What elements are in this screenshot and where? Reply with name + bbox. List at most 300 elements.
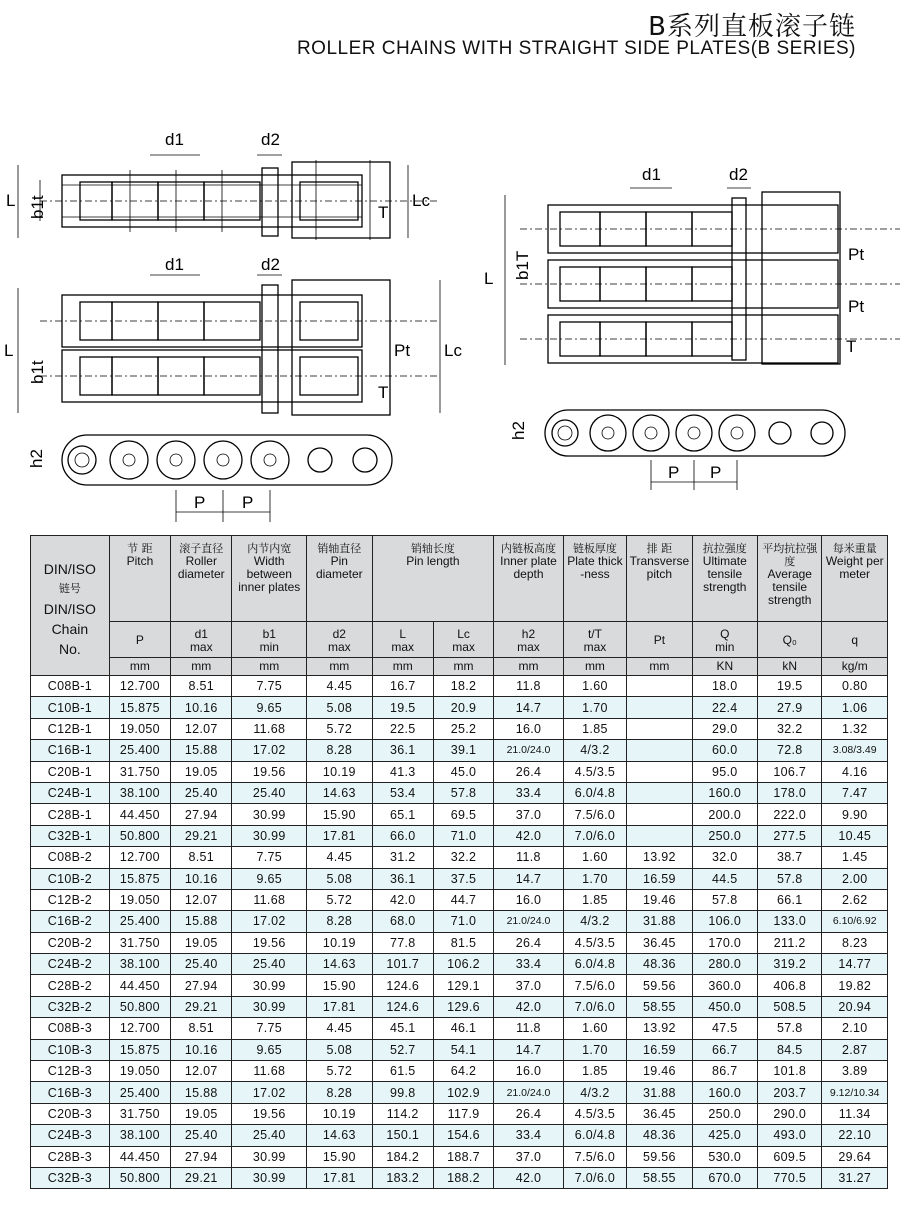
table-cell: 106.7 (758, 761, 822, 782)
chain-no-cell: C10B-2 (31, 868, 110, 889)
label-P-right-2: P (710, 463, 722, 482)
unit-4: mm (372, 658, 433, 676)
table-cell: 2.00 (822, 868, 888, 889)
chain-header-no: No. (58, 640, 81, 657)
table-cell: 7.5/6.0 (563, 975, 626, 996)
table-cell: 188.7 (433, 1146, 493, 1167)
table-cell: 2.87 (822, 1039, 888, 1060)
table-cell: 14.7 (494, 697, 564, 718)
table-cell: 31.750 (109, 1103, 170, 1124)
table-cell: 29.64 (822, 1146, 888, 1167)
table-cell: 68.0 (372, 911, 433, 932)
col-header-pin-length: 销轴长度 Pin length (372, 536, 494, 622)
table-cell: 50.800 (109, 1167, 170, 1188)
table-cell: 19.05 (171, 932, 232, 953)
chain-drawings (0, 120, 900, 525)
col-header-roller: 滚子直径 Roller diameter (171, 536, 232, 622)
table-cell: 47.5 (692, 1018, 757, 1039)
table-row (31, 1039, 888, 1060)
plate-view-right (545, 410, 845, 456)
chain-no-cell: C16B-3 (31, 1082, 110, 1103)
table-cell: 8.28 (307, 740, 372, 761)
table-cell: 178.0 (758, 782, 822, 803)
table-cell: 17.02 (232, 740, 307, 761)
table-cell: 36.45 (627, 932, 692, 953)
table-cell: 360.0 (692, 975, 757, 996)
table-cell: 64.2 (433, 1061, 493, 1082)
table-cell: 1.45 (822, 847, 888, 868)
sym-3: d2 max (307, 622, 372, 658)
table-cell: 19.82 (822, 975, 888, 996)
table-cell: 11.68 (232, 1061, 307, 1082)
table-cell: 52.7 (372, 1039, 433, 1060)
table-cell: 25.400 (109, 1082, 170, 1103)
table-cell: 26.4 (494, 761, 564, 782)
table-cell: 9.65 (232, 1039, 307, 1060)
label-P-left-1: P (194, 493, 206, 512)
table-cell: 101.7 (372, 954, 433, 975)
table-cell: 53.4 (372, 782, 433, 803)
table-cell: 6.0/4.8 (563, 1125, 626, 1146)
table-row (31, 740, 888, 761)
table-cell: 33.4 (494, 954, 564, 975)
label-d2-simplex: d2 (261, 130, 280, 149)
table-cell: 6.0/4.8 (563, 782, 626, 803)
table-cell: 37.5 (433, 868, 493, 889)
table-cell: 530.0 (692, 1146, 757, 1167)
table-cell: 129.6 (433, 996, 493, 1017)
table-cell: 37.0 (494, 1146, 564, 1167)
table-body (31, 676, 888, 1189)
table-row (31, 676, 888, 697)
table-cell: 33.4 (494, 782, 564, 803)
label-P-left-2: P (242, 493, 254, 512)
table-cell: 57.8 (692, 889, 757, 910)
table-cell: 770.5 (758, 1167, 822, 1188)
table-cell: 117.9 (433, 1103, 493, 1124)
table-cell: 57.8 (758, 868, 822, 889)
table-cell: 13.92 (627, 847, 692, 868)
sym-8: Pt (627, 622, 692, 658)
sym-11: q (822, 622, 888, 658)
table-cell: 65.1 (372, 804, 433, 825)
table-cell: 15.88 (171, 1082, 232, 1103)
table-cell: 133.0 (758, 911, 822, 932)
table-cell: 4/3.2 (563, 911, 626, 932)
table-cell: 19.050 (109, 1061, 170, 1082)
table-cell: 25.40 (171, 1125, 232, 1146)
table-cell: 95.0 (692, 761, 757, 782)
table-cell: 5.08 (307, 697, 372, 718)
table-cell (627, 676, 692, 697)
table-cell: 9.65 (232, 697, 307, 718)
table-cell: 170.0 (692, 932, 757, 953)
unit-2: mm (232, 658, 307, 676)
plate-view-left (62, 435, 392, 485)
chain-no-cell: C32B-2 (31, 996, 110, 1017)
chain-no-cell: C24B-2 (31, 954, 110, 975)
table-cell: 6.0/4.8 (563, 954, 626, 975)
table-cell: 17.81 (307, 825, 372, 846)
table-cell: 44.7 (433, 889, 493, 910)
table-cell: 7.75 (232, 676, 307, 697)
chain-no-cell: C12B-3 (31, 1061, 110, 1082)
table-cell: 211.2 (758, 932, 822, 953)
unit-6: mm (494, 658, 564, 676)
table-cell: 18.2 (433, 676, 493, 697)
table-cell: 129.1 (433, 975, 493, 996)
table-cell: 11.68 (232, 889, 307, 910)
table-cell: 10.16 (171, 868, 232, 889)
table-cell: 38.7 (758, 847, 822, 868)
sym-6: h2 max (494, 622, 564, 658)
table-row (31, 954, 888, 975)
table-cell: 5.72 (307, 1061, 372, 1082)
chain-no-cell: C32B-1 (31, 825, 110, 846)
table-cell: 84.5 (758, 1039, 822, 1060)
table-cell: 19.050 (109, 889, 170, 910)
table-cell: 9.65 (232, 868, 307, 889)
table-cell: 1.70 (563, 1039, 626, 1060)
table-cell: 19.05 (171, 761, 232, 782)
table-row (31, 911, 888, 932)
sym-4: L max (372, 622, 433, 658)
table-cell: 106.2 (433, 954, 493, 975)
table-cell: 12.07 (171, 889, 232, 910)
label-Pt-triplex-1: Pt (848, 245, 865, 264)
chain-no-cell: C28B-1 (31, 804, 110, 825)
table-cell: 33.4 (494, 1125, 564, 1146)
page-title-en: ROLLER CHAINS WITH STRAIGHT SIDE PLATES(B SERIES) (296, 38, 856, 59)
table-cell: 184.2 (372, 1146, 433, 1167)
spec-table-wrapper (30, 535, 888, 1189)
table-row (31, 1167, 888, 1188)
table-cell: 7.0/6.0 (563, 996, 626, 1017)
table-cell: 319.2 (758, 954, 822, 975)
table-cell: 14.7 (494, 1039, 564, 1060)
unit-0: mm (109, 658, 170, 676)
table-cell: 39.1 (433, 740, 493, 761)
table-cell: 41.3 (372, 761, 433, 782)
table-cell: 59.56 (627, 975, 692, 996)
label-T-duplex: T (378, 383, 389, 402)
unit-7: mm (563, 658, 626, 676)
table-cell: 1.60 (563, 676, 626, 697)
table-cell (627, 740, 692, 761)
triplex-chain-drawing (520, 192, 900, 364)
table-cell: 1.32 (822, 718, 888, 739)
chain-no-cell: C08B-3 (31, 1018, 110, 1039)
table-row (31, 975, 888, 996)
table-cell: 1.60 (563, 847, 626, 868)
table-cell: 1.70 (563, 868, 626, 889)
label-Lc-duplex: Lc (444, 341, 462, 360)
table-cell: 425.0 (692, 1125, 757, 1146)
table-cell: 2.10 (822, 1018, 888, 1039)
table-row (31, 1146, 888, 1167)
table-cell: 10.19 (307, 761, 372, 782)
table-unit-row (31, 658, 888, 676)
table-cell: 1.85 (563, 1061, 626, 1082)
table-cell: 17.02 (232, 911, 307, 932)
label-h2-left: h2 (27, 449, 46, 468)
unit-5: mm (433, 658, 493, 676)
table-cell: 19.56 (232, 932, 307, 953)
table-cell: 27.94 (171, 1146, 232, 1167)
sym-9: Q min (692, 622, 757, 658)
table-cell: 290.0 (758, 1103, 822, 1124)
table-cell (627, 718, 692, 739)
table-cell: 36.45 (627, 1103, 692, 1124)
table-cell: 8.28 (307, 1082, 372, 1103)
table-cell (627, 804, 692, 825)
table-cell: 12.700 (109, 676, 170, 697)
table-cell: 4.5/3.5 (563, 761, 626, 782)
table-cell: 203.7 (758, 1082, 822, 1103)
label-d1-duplex: d1 (165, 255, 184, 274)
table-cell: 71.0 (433, 825, 493, 846)
sym-10: Q₀ (758, 622, 822, 658)
table-row (31, 1103, 888, 1124)
table-cell: 48.36 (627, 954, 692, 975)
table-cell: 12.700 (109, 1018, 170, 1039)
label-d2-duplex: d2 (261, 255, 280, 274)
chain-no-cell: C28B-3 (31, 1146, 110, 1167)
sym-1: d1 max (171, 622, 232, 658)
table-cell: 7.5/6.0 (563, 1146, 626, 1167)
spec-table (30, 535, 888, 1189)
table-cell: 86.7 (692, 1061, 757, 1082)
table-cell: 4.45 (307, 1018, 372, 1039)
unit-10: kN (758, 658, 822, 676)
table-cell: 59.56 (627, 1146, 692, 1167)
chain-no-cell: C24B-3 (31, 1125, 110, 1146)
table-cell: 58.55 (627, 1167, 692, 1188)
unit-3: mm (307, 658, 372, 676)
table-cell: 5.08 (307, 1039, 372, 1060)
table-cell: 81.5 (433, 932, 493, 953)
table-cell: 9.12/10.34 (822, 1082, 888, 1103)
table-cell: 450.0 (692, 996, 757, 1017)
table-cell: 16.59 (627, 1039, 692, 1060)
table-cell: 10.45 (822, 825, 888, 846)
table-cell: 69.5 (433, 804, 493, 825)
chain-no-cell: C12B-2 (31, 889, 110, 910)
table-cell: 5.08 (307, 868, 372, 889)
table-cell: 10.16 (171, 1039, 232, 1060)
table-cell: 25.40 (171, 782, 232, 803)
table-cell: 10.19 (307, 932, 372, 953)
label-Pt-duplex: Pt (394, 341, 411, 360)
label-b1t-simplex: b1t (28, 195, 47, 219)
table-cell: 36.1 (372, 868, 433, 889)
table-cell: 20.94 (822, 996, 888, 1017)
simplex-chain-drawing (40, 160, 440, 240)
table-cell: 1.85 (563, 718, 626, 739)
chain-header-din: DIN/ISO (43, 560, 96, 577)
table-cell: 7.0/6.0 (563, 1167, 626, 1188)
table-cell: 19.5 (372, 697, 433, 718)
table-cell: 3.89 (822, 1061, 888, 1082)
table-cell: 1.06 (822, 697, 888, 718)
table-cell: 280.0 (692, 954, 757, 975)
chain-no-cell: C16B-1 (31, 740, 110, 761)
table-cell: 508.5 (758, 996, 822, 1017)
table-cell: 16.59 (627, 868, 692, 889)
table-cell: 19.56 (232, 761, 307, 782)
table-row (31, 782, 888, 803)
sym-2: b1 min (232, 622, 307, 658)
table-cell: 13.92 (627, 1018, 692, 1039)
label-b1t-duplex: b1t (28, 360, 47, 384)
table-symbol-row (31, 622, 888, 658)
table-cell: 30.99 (232, 1167, 307, 1188)
table-cell: 101.8 (758, 1061, 822, 1082)
table-cell: 114.2 (372, 1103, 433, 1124)
chain-no-cell: C20B-2 (31, 932, 110, 953)
table-cell: 60.0 (692, 740, 757, 761)
table-cell: 1.70 (563, 697, 626, 718)
table-cell: 17.81 (307, 1167, 372, 1188)
table-cell: 38.100 (109, 782, 170, 803)
col-header-plate-depth: 内链板高度 Inner plate depth (494, 536, 564, 622)
table-cell: 30.99 (232, 825, 307, 846)
table-cell: 3.08/3.49 (822, 740, 888, 761)
table-cell: 102.9 (433, 1082, 493, 1103)
table-cell: 54.1 (433, 1039, 493, 1060)
table-cell: 2.62 (822, 889, 888, 910)
table-cell: 19.46 (627, 1061, 692, 1082)
table-cell: 66.0 (372, 825, 433, 846)
chain-header-chain: Chain (51, 620, 89, 637)
label-L-duplex: L (4, 341, 14, 360)
table-cell: 30.99 (232, 996, 307, 1017)
table-cell: 1.60 (563, 1018, 626, 1039)
table-row (31, 1082, 888, 1103)
chain-no-cell: C32B-3 (31, 1167, 110, 1188)
table-cell: 4/3.2 (563, 740, 626, 761)
table-cell: 31.88 (627, 1082, 692, 1103)
table-cell: 25.400 (109, 740, 170, 761)
sym-5: Lc max (433, 622, 493, 658)
page-title-cn: B系列直板滚子链 (648, 12, 856, 42)
table-cell: 670.0 (692, 1167, 757, 1188)
unit-1: mm (171, 658, 232, 676)
table-cell: 36.1 (372, 740, 433, 761)
label-T-triplex: T (846, 337, 857, 356)
table-cell: 25.400 (109, 911, 170, 932)
table-cell: 38.100 (109, 954, 170, 975)
table-cell: 77.8 (372, 932, 433, 953)
label-Lc-simplex: Lc (412, 191, 430, 210)
table-row (31, 1018, 888, 1039)
table-cell: 27.94 (171, 804, 232, 825)
table-cell: 4.45 (307, 847, 372, 868)
chain-no-cell: C28B-2 (31, 975, 110, 996)
table-cell: 42.0 (494, 1167, 564, 1188)
table-cell: 124.6 (372, 975, 433, 996)
table-cell: 14.63 (307, 1125, 372, 1146)
table-cell: 31.27 (822, 1167, 888, 1188)
table-cell: 19.05 (171, 1103, 232, 1124)
table-cell: 42.0 (494, 825, 564, 846)
table-cell: 10.19 (307, 1103, 372, 1124)
unit-8: mm (627, 658, 692, 676)
table-cell: 15.88 (171, 740, 232, 761)
table-cell: 26.4 (494, 1103, 564, 1124)
label-L-triplex: L (484, 269, 494, 288)
table-cell: 26.4 (494, 932, 564, 953)
table-cell: 31.2 (372, 847, 433, 868)
chain-no-header (31, 536, 110, 676)
table-cell: 154.6 (433, 1125, 493, 1146)
table-cell: 124.6 (372, 996, 433, 1017)
col-header-average-strength: 平均抗拉强度 Average tensile strength (758, 536, 822, 622)
table-cell: 58.55 (627, 996, 692, 1017)
label-d2-triplex: d2 (729, 165, 748, 184)
table-cell: 17.81 (307, 996, 372, 1017)
table-cell: 8.23 (822, 932, 888, 953)
table-cell: 22.10 (822, 1125, 888, 1146)
table-cell: 15.90 (307, 804, 372, 825)
table-row (31, 932, 888, 953)
table-cell: 30.99 (232, 1146, 307, 1167)
chain-no-cell: C12B-1 (31, 718, 110, 739)
table-cell: 45.0 (433, 761, 493, 782)
table-cell: 8.28 (307, 911, 372, 932)
table-cell: 66.7 (692, 1039, 757, 1060)
table-cell: 14.7 (494, 868, 564, 889)
col-header-width: 内节内宽 Width between inner plates (232, 536, 307, 622)
table-cell: 25.40 (232, 1125, 307, 1146)
table-row (31, 868, 888, 889)
table-cell: 4.5/3.5 (563, 1103, 626, 1124)
table-cell: 10.16 (171, 697, 232, 718)
table-cell: 29.21 (171, 996, 232, 1017)
table-cell: 11.8 (494, 847, 564, 868)
col-header-ultimate-strength: 抗拉强度 Ultimate tensile strength (692, 536, 757, 622)
table-cell: 21.0/24.0 (494, 740, 564, 761)
label-Pt-triplex-2: Pt (848, 297, 865, 316)
sym-0: P (109, 622, 170, 658)
table-cell: 38.100 (109, 1125, 170, 1146)
table-row (31, 825, 888, 846)
chain-no-cell: C20B-1 (31, 761, 110, 782)
table-row (31, 996, 888, 1017)
table-cell: 7.47 (822, 782, 888, 803)
table-cell: 8.51 (171, 1018, 232, 1039)
table-cell: 37.0 (494, 804, 564, 825)
label-b1T-triplex: b1T (513, 250, 532, 280)
table-cell: 29.21 (171, 825, 232, 846)
chain-no-cell: C08B-1 (31, 676, 110, 697)
table-cell: 27.94 (171, 975, 232, 996)
unit-11: kg/m (822, 658, 888, 676)
table-cell: 99.8 (372, 1082, 433, 1103)
table-cell: 14.63 (307, 782, 372, 803)
label-d1-triplex: d1 (642, 165, 661, 184)
table-cell: 6.10/6.92 (822, 911, 888, 932)
table-cell: 1.85 (563, 889, 626, 910)
table-cell (627, 761, 692, 782)
table-cell: 15.875 (109, 1039, 170, 1060)
table-cell: 46.1 (433, 1018, 493, 1039)
table-cell: 15.88 (171, 911, 232, 932)
table-cell: 19.050 (109, 718, 170, 739)
table-cell: 19.56 (232, 1103, 307, 1124)
table-cell: 25.40 (171, 954, 232, 975)
chain-no-cell: C24B-1 (31, 782, 110, 803)
